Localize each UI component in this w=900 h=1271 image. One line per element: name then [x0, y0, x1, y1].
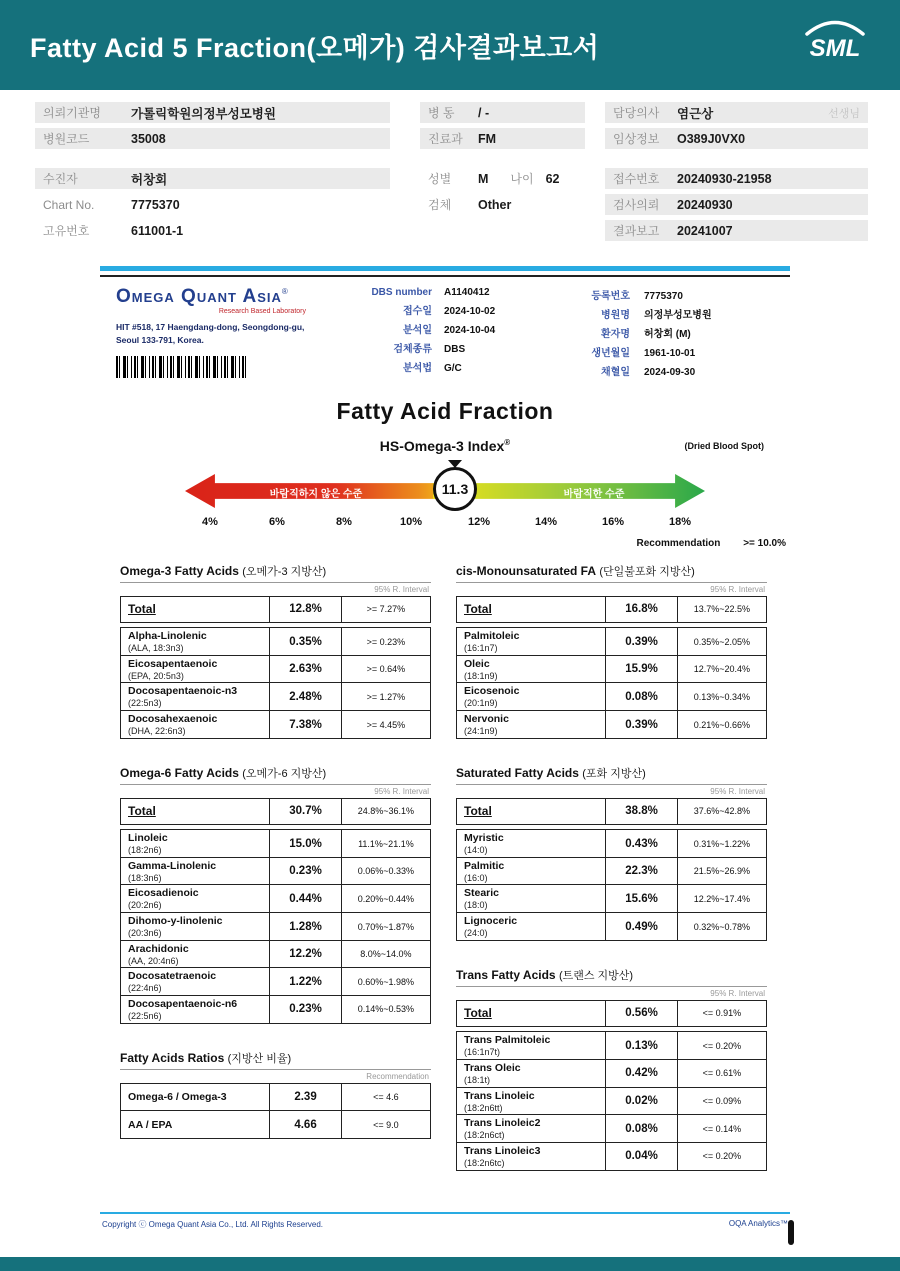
field-label: 결과보고	[613, 224, 660, 238]
table-title: Saturated Fatty Acids (포화 지방산)	[456, 765, 767, 785]
row-value: 0.39%	[605, 711, 677, 738]
lab-name: Omega Quant Asia®	[116, 286, 288, 307]
footer-brand: OQA Analytics™	[728, 1219, 788, 1228]
table-row	[120, 682, 431, 711]
field-label: 담당의사	[613, 106, 660, 120]
lab-address: HIT #518, 17 Haengdang-dong, Seongdong-gu, Seoul 133-791, Korea.	[116, 322, 305, 346]
row-value: 15.6%	[605, 885, 677, 912]
table-row	[456, 682, 767, 711]
field-unique-id	[35, 220, 390, 241]
lab-logo-block	[100, 287, 352, 382]
table-row	[120, 940, 431, 969]
row-label: Docosapentaenoic-n3 (22:5n3)	[128, 685, 238, 709]
table-title: Omega-6 Fatty Acids (오메가-6 지방산)	[120, 765, 431, 785]
lab-header	[100, 287, 790, 382]
row-label: Docosahexaenoic (DHA, 22:6n3)	[128, 713, 218, 737]
row-label: Eicosadienoic (20:2n6)	[128, 887, 199, 911]
recommendation-row	[100, 538, 790, 549]
row-label: Gamma-Linolenic (18:3n6)	[128, 859, 217, 883]
lab-tagline: Research Based Laboratory	[218, 308, 306, 315]
field-department	[420, 128, 585, 149]
row-interval: 13.7%~22.5%	[677, 597, 766, 622]
row-value: 7.38%	[269, 711, 341, 738]
row-interval: 0.20%~0.44%	[341, 885, 430, 912]
results-tables	[100, 563, 790, 1171]
row-label: Total	[128, 602, 156, 617]
field-hospital-code	[35, 128, 390, 149]
table-row	[456, 1087, 767, 1116]
info-column-middle	[420, 102, 585, 220]
row-value: 22.3%	[605, 858, 677, 885]
row-value: 12.2%	[269, 941, 341, 968]
row-value: 2.48%	[269, 683, 341, 710]
row-interval: 0.14%~0.53%	[341, 996, 430, 1023]
row-value: 0.08%	[605, 683, 677, 710]
row-interval: <= 0.09%	[677, 1088, 766, 1115]
table-row	[456, 1000, 767, 1027]
row-label: Omega-6 / Omega-3	[128, 1091, 227, 1104]
gauge-tick: 10%	[399, 516, 423, 528]
row-interval: 11.1%~21.1%	[341, 830, 430, 857]
table-row	[456, 596, 767, 623]
interval-header: 95% R. Interval	[374, 585, 429, 594]
meta-row: DBS number A1140412	[371, 287, 490, 298]
field-report-date	[605, 220, 868, 241]
lab-meta-right	[564, 287, 790, 382]
row-interval: 37.6%~42.8%	[677, 799, 766, 824]
row-value: 0.13%	[605, 1032, 677, 1059]
row-label: Stearic (18:0)	[464, 887, 500, 911]
table-row	[120, 1110, 431, 1139]
row-label: Docosatetraenoic (22:4n6)	[128, 970, 217, 994]
gauge-right-label: 바람직한 수준	[563, 489, 625, 500]
row-value: 1.22%	[269, 968, 341, 995]
meta-row: 접수일 2024-10-02	[403, 306, 496, 317]
gauge-tick: 8%	[336, 516, 352, 528]
row-interval: >= 4.45%	[341, 711, 430, 738]
gauge-tick: 14%	[534, 516, 558, 528]
row-label: Alpha-Linolenic (ALA, 18:3n3)	[128, 630, 207, 654]
saturated-table	[456, 765, 767, 941]
row-interval: 0.21%~0.66%	[677, 711, 766, 738]
row-label: Myristic (14:0)	[464, 832, 504, 856]
omega6-table	[120, 765, 431, 1024]
field-sex-age	[420, 168, 585, 189]
meta-row: 환자명 허창회 (M)	[601, 329, 691, 340]
omega3-index-label: HS-Omega-3 Index	[379, 438, 505, 454]
row-interval: 0.70%~1.87%	[341, 913, 430, 940]
bottom-bar	[0, 1257, 900, 1271]
row-value: 0.04%	[605, 1143, 677, 1170]
field-value: O389J0VX0	[677, 131, 746, 146]
row-value: 0.42%	[605, 1060, 677, 1087]
row-value: 0.35%	[269, 628, 341, 655]
barcode	[116, 356, 248, 378]
table-row	[456, 884, 767, 913]
field-value: / -	[478, 105, 490, 120]
row-label: Palmitic (16:0)	[464, 859, 505, 883]
row-interval: <= 0.61%	[677, 1060, 766, 1087]
gauge-ticks	[202, 516, 692, 530]
field-patient-name	[35, 168, 390, 189]
table-row	[120, 857, 431, 886]
recommendation-value: >= 10.0%	[743, 538, 786, 549]
table-row	[456, 1059, 767, 1088]
table-row	[456, 1031, 767, 1060]
table-row	[456, 912, 767, 941]
row-interval: <= 9.0	[341, 1111, 430, 1138]
row-value: 30.7%	[269, 799, 341, 824]
field-value: 가톨릭학원의정부성모병원	[131, 106, 276, 121]
field-label: 수진자	[43, 172, 78, 186]
field-request-date	[605, 194, 868, 215]
row-value: 15.9%	[605, 656, 677, 683]
info-column-right	[605, 102, 868, 246]
field-value: FM	[478, 131, 497, 146]
table-title: Trans Fatty Acids (트랜스 지방산)	[456, 967, 767, 987]
table-row	[456, 829, 767, 858]
row-label: Palmitoleic (16:1n7)	[464, 630, 520, 654]
row-label: Trans Linoleic2 (18:2n6ct)	[464, 1117, 541, 1141]
lab-report	[100, 266, 790, 1171]
row-label: Eicosenoic (20:1n9)	[464, 685, 520, 709]
tables-left-column	[120, 563, 431, 1171]
meta-row: 검체종류 DBS	[393, 344, 466, 355]
row-interval: <= 0.20%	[677, 1143, 766, 1170]
row-value: 0.39%	[605, 628, 677, 655]
table-title: cis-Monounsaturated FA (단일불포화 지방산)	[456, 563, 767, 583]
table-row	[120, 829, 431, 858]
row-interval: 21.5%~26.9%	[677, 858, 766, 885]
field-label: 나이	[510, 172, 534, 186]
gauge-tick: 6%	[269, 516, 285, 528]
lab-meta-left	[352, 287, 564, 382]
row-interval: >= 0.23%	[341, 628, 430, 655]
tables-right-column	[456, 563, 767, 1171]
gauge-value: 11.3	[433, 467, 477, 511]
table-row	[120, 967, 431, 996]
row-interval: <= 0.91%	[677, 1001, 766, 1026]
field-requesting-org	[35, 102, 390, 123]
row-value: 0.23%	[269, 858, 341, 885]
row-label: Trans Linoleic (18:2n6tt)	[464, 1089, 535, 1113]
field-value: Other	[478, 197, 512, 212]
row-interval: 12.7%~20.4%	[677, 656, 766, 683]
table-row	[120, 596, 431, 623]
interval-header: 95% R. Interval	[710, 585, 765, 594]
field-suffix: 선생님	[828, 107, 860, 120]
gauge-left-label: 바람직하지 않은 수준	[269, 489, 363, 500]
table-row	[120, 884, 431, 913]
row-interval: 8.0%~14.0%	[341, 941, 430, 968]
field-clinical-info	[605, 128, 868, 149]
field-label: 성별	[428, 172, 452, 186]
row-interval: <= 0.20%	[677, 1032, 766, 1059]
field-value: 염근상	[677, 106, 714, 121]
field-ward	[420, 102, 585, 123]
row-label: Linoleic (18:2n6)	[128, 832, 168, 856]
interval-header: 95% R. Interval	[710, 787, 765, 797]
table-row	[120, 655, 431, 684]
row-interval: 0.06%~0.33%	[341, 858, 430, 885]
page-marker	[788, 1220, 794, 1245]
trans-table	[456, 967, 767, 1171]
row-value: 2.63%	[269, 656, 341, 683]
gauge-tick: 18%	[668, 516, 692, 528]
field-label: 병원코드	[43, 132, 90, 146]
row-value: 0.49%	[605, 913, 677, 940]
row-label: Trans Palmitoleic (16:1n7t)	[464, 1034, 551, 1058]
row-value: 1.28%	[269, 913, 341, 940]
table-row	[120, 798, 431, 825]
table-row	[456, 627, 767, 656]
table-title: Fatty Acids Ratios (지방산 비율)	[120, 1050, 431, 1070]
field-value: 허창회	[131, 172, 168, 187]
row-value: 12.8%	[269, 597, 341, 622]
table-row	[120, 627, 431, 656]
top-rule-black	[100, 275, 790, 277]
table-row	[120, 995, 431, 1024]
row-value: 2.39	[269, 1084, 341, 1111]
row-value: 16.8%	[605, 597, 677, 622]
field-label: 검사의뢰	[613, 198, 660, 212]
row-interval: <= 0.14%	[677, 1115, 766, 1142]
report-title: Fatty Acid Fraction	[336, 398, 554, 424]
omega3-index-gauge	[185, 466, 705, 532]
row-label: Oleic (18:1n9)	[464, 657, 498, 681]
row-interval: <= 4.6	[341, 1084, 430, 1111]
row-value: 15.0%	[269, 830, 341, 857]
field-label: 진료과	[428, 132, 463, 146]
field-value: 20240930	[677, 197, 733, 212]
table-row	[456, 1142, 767, 1171]
row-value: 0.08%	[605, 1115, 677, 1142]
row-interval: >= 1.27%	[341, 683, 430, 710]
table-row	[120, 1083, 431, 1112]
row-value: 4.66	[269, 1111, 341, 1138]
interval-header: 95% R. Interval	[374, 787, 429, 797]
field-doctor	[605, 102, 868, 123]
row-label: Total	[464, 804, 492, 819]
field-value: 62	[545, 171, 560, 186]
page-title: Fatty Acid 5 Fraction(오메가) 검사결과보고서	[30, 32, 600, 63]
sml-logo-icon	[800, 18, 870, 73]
row-label: Docosapentaenoic-n6 (22:5n6)	[128, 997, 238, 1021]
ratios-table	[120, 1050, 431, 1139]
row-label: Nervonic (24:1n9)	[464, 713, 509, 737]
meta-row: 분석일 2024-10-04	[403, 325, 496, 336]
row-interval: 24.8%~36.1%	[341, 799, 430, 824]
field-label: 고유번호	[43, 224, 90, 238]
report-footer	[100, 1212, 790, 1230]
row-value: 0.02%	[605, 1088, 677, 1115]
interval-header: Recommendation	[366, 1071, 429, 1081]
field-label: Chart No.	[43, 197, 95, 212]
field-label: 검체	[428, 198, 452, 212]
row-label: Dihomo-y-linolenic (20:3n6)	[128, 915, 223, 939]
row-value: 0.23%	[269, 996, 341, 1023]
row-label: Lignoceric (24:0)	[464, 915, 518, 939]
field-value: 20241007	[677, 223, 733, 238]
row-interval: 0.35%~2.05%	[677, 628, 766, 655]
row-value: 0.43%	[605, 830, 677, 857]
row-label: Trans Linoleic3 (18:2n6tc)	[464, 1144, 541, 1168]
table-row	[120, 710, 431, 739]
gauge-tick: 12%	[467, 516, 491, 528]
top-rule-blue	[100, 266, 790, 271]
row-interval: 0.31%~1.22%	[677, 830, 766, 857]
table-row	[456, 1114, 767, 1143]
meta-row: 생년월일 1961-10-01	[591, 348, 696, 359]
patient-info-section	[0, 102, 900, 254]
row-interval: 0.60%~1.98%	[341, 968, 430, 995]
row-interval: >= 7.27%	[341, 597, 430, 622]
field-value: 20240930-21958	[677, 171, 772, 186]
svg-text:SML: SML	[809, 34, 861, 62]
gauge-pointer-icon	[448, 460, 462, 475]
row-value: 38.8%	[605, 799, 677, 824]
cis-monounsaturated-table	[456, 563, 767, 739]
field-specimen	[420, 194, 585, 215]
row-label: Total	[128, 804, 156, 819]
gauge-tick: 4%	[202, 516, 218, 528]
row-label: Arachidonic (AA, 20:4n6)	[128, 942, 189, 966]
meta-row: 등록번호 7775370	[591, 291, 683, 302]
table-row	[456, 798, 767, 825]
field-label: 임상정보	[613, 132, 660, 146]
row-interval: 0.13%~0.34%	[677, 683, 766, 710]
field-receipt-no	[605, 168, 868, 189]
field-chart-no	[35, 194, 390, 215]
row-interval: 12.2%~17.4%	[677, 885, 766, 912]
meta-row: 병원명 의정부성모병원	[601, 310, 712, 321]
field-label: 의뢰기관명	[43, 106, 101, 120]
footer-copyright: Copyright ⓒ Omega Quant Asia Co., Ltd. All Rights Reserved.	[102, 1220, 323, 1229]
row-value: 0.44%	[269, 885, 341, 912]
row-label: Trans Oleic (18:1t)	[464, 1061, 521, 1085]
omega3-table	[120, 563, 431, 739]
table-row	[456, 857, 767, 886]
row-label: AA / EPA	[128, 1118, 173, 1131]
row-label: Total	[464, 602, 492, 617]
row-interval: >= 0.64%	[341, 656, 430, 683]
field-value: M	[478, 171, 489, 186]
gauge-tick: 16%	[601, 516, 625, 528]
meta-row: 분석법 G/C	[403, 363, 462, 374]
field-value: 7775370	[131, 197, 180, 212]
field-value: 35008	[131, 131, 166, 146]
page-header	[0, 0, 900, 90]
table-title: Omega-3 Fatty Acids (오메가-3 지방산)	[120, 563, 431, 583]
field-value: 611001-1	[131, 223, 184, 238]
row-value: 0.56%	[605, 1001, 677, 1026]
field-label: 병 동	[428, 106, 455, 120]
table-row	[120, 912, 431, 941]
recommendation-label: Recommendation	[636, 538, 721, 549]
omega3-index-row: HS-Omega-3 Index® (Dried Blood Spot)	[379, 438, 764, 454]
field-label: 접수번호	[613, 172, 660, 186]
info-column-left	[35, 102, 390, 246]
sample-note: (Dried Blood Spot)	[684, 441, 764, 451]
table-row	[456, 710, 767, 739]
row-label: Eicosapentaenoic (EPA, 20:5n3)	[128, 657, 218, 681]
row-label: Total	[464, 1006, 492, 1021]
table-row	[456, 655, 767, 684]
row-interval: 0.32%~0.78%	[677, 913, 766, 940]
interval-header: 95% R. Interval	[710, 989, 765, 999]
meta-row: 채혈일 2024-09-30	[601, 367, 696, 378]
